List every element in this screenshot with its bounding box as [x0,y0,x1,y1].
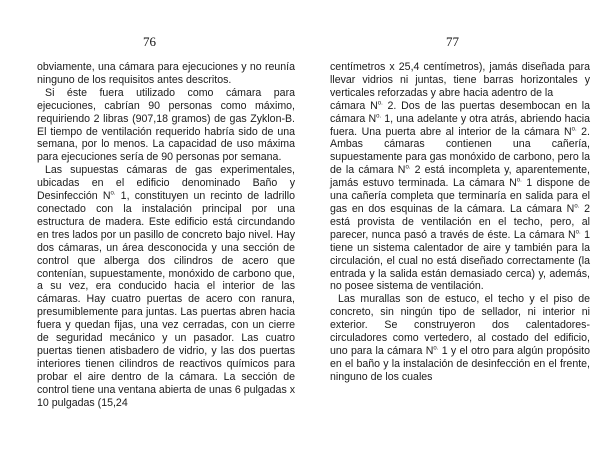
page-number-left: 76 [143,34,156,49]
text-segment: 1 tiene un sistema calentador de aire y también para la circulación, el cual no está diseñado correctamente (la entrada y la salida están demasiado cerca) y, además, no posee sistema de ventilación. [330,228,590,293]
right-paragraph-2 [330,100,590,294]
number-abbreviation-superscript: o. [405,164,411,171]
text-segment: 1, constituyen un recinto de ladrillo conectado con la instalación principal por una estructura de madera. Este edificio está circundando en tres lados por un pasillo de concreto bajo nivel. Hay dos cámaras, un área desconocida y una sección de control que alberga dos cilindros de acero que contenían, supuestamente, monóxido de carbono que, a su vez, era conducido hacia el interior de las cámaras. Hay cuatro puertas de acero con ranura, presumiblemente para juntas. Las puertas abren hacia fuera y quedan fijas, una vez cerradas, con un cierre de seguridad mecánico y un pasador. Las cuatro puertas tienen atisbadero de vidrio, y las dos puertas interiores tienen cilindros de reactivos químicos para probar el aire dentro de la cámara. La sección de control tiene una ventana abierta de unas 6 pulgadas x 10 pulgadas (15,24 [37,190,295,409]
number-abbreviation-superscript: o. [376,113,382,120]
text-segment: cámara N [330,99,378,112]
right-paragraph-1 [330,61,590,100]
left-paragraph-3 [37,164,295,409]
number-abbreviation-superscript: o. [575,229,581,236]
number-abbreviation-superscript: o. [433,345,439,352]
number-abbreviation-superscript: o. [571,126,577,132]
number-abbreviation-superscript: o. [110,190,116,197]
text-segment: 2. Ambas cámaras contienen una cañería, supuestamente para gas monóxido de carbono, pero la de la cámara N [330,125,590,177]
text-segment: 2 está provista de ventilación en el techo, pero, al parecer, nunca pasó a través de éste. La cámara N [330,202,590,241]
text-segment: Las murallas son de estuco, el techo y el piso de concreto, sin ningún tipo de sellador, ni interior ni exterior. Se construyeron dos calentadores-circuladores como vertedero, al costado del edificio, uno para la cámara N [330,293,590,357]
page-number-right: 77 [446,34,459,49]
number-abbreviation-superscript: o. [574,203,580,210]
text-segment: 2 está incompleta y, aparentemente, jamás estuvo terminada. La cámara N [330,164,590,190]
text-segment: Las supuestas cámaras de gas experimentales, ubicadas en el edificio denominado Baño y Desinfección N [37,164,295,203]
left-page-column [37,61,295,409]
left-paragraph-2 [37,87,295,164]
number-abbreviation-superscript: o. [377,100,383,107]
text-segment: 1 dispone de una cañería completa que terminaría en salida para el gas en dos esquinas de la cámara. La cámara N [330,177,590,215]
right-paragraph-3 [330,293,590,383]
text-segment: Si éste fuera utilizado como cámara para ejecuciones, cabrían 90 personas como máximo, requiriendo 2 libras (907,18 gramos) de gas Zyklon-B. El tiempo de ventilación requerido habría sido de una semana, por lo menos. La capacidad de uso máxima para ejecuciones sería de 90 personas por semana. [37,86,295,164]
right-page-column [330,61,590,384]
text-segment: obviamente, una cámara para ejecuciones y no reunía ninguno de los requisitos antes descritos. [37,61,295,86]
text-segment: 1, una adelante y otra atrás, abriendo hacia fuera. Una puerta abre al interior de la cámara N [330,112,591,138]
left-paragraph-1 [37,61,295,87]
text-segment: 1 y el otro para algún propósito en el baño y la instalación de desinfección en el frente, ninguno de los cuales [330,344,591,383]
number-abbreviation-superscript: o. [516,177,522,184]
text-segment: centímetros x 25,4 centímetros), jamás diseñada para llevar vidrios ni juntas, tiene barras horizontales y verticales reforzadas y abre hacia adentro de la [330,61,590,99]
text-segment: 2. Dos de las puertas desembocan en la cámara N [330,99,590,125]
